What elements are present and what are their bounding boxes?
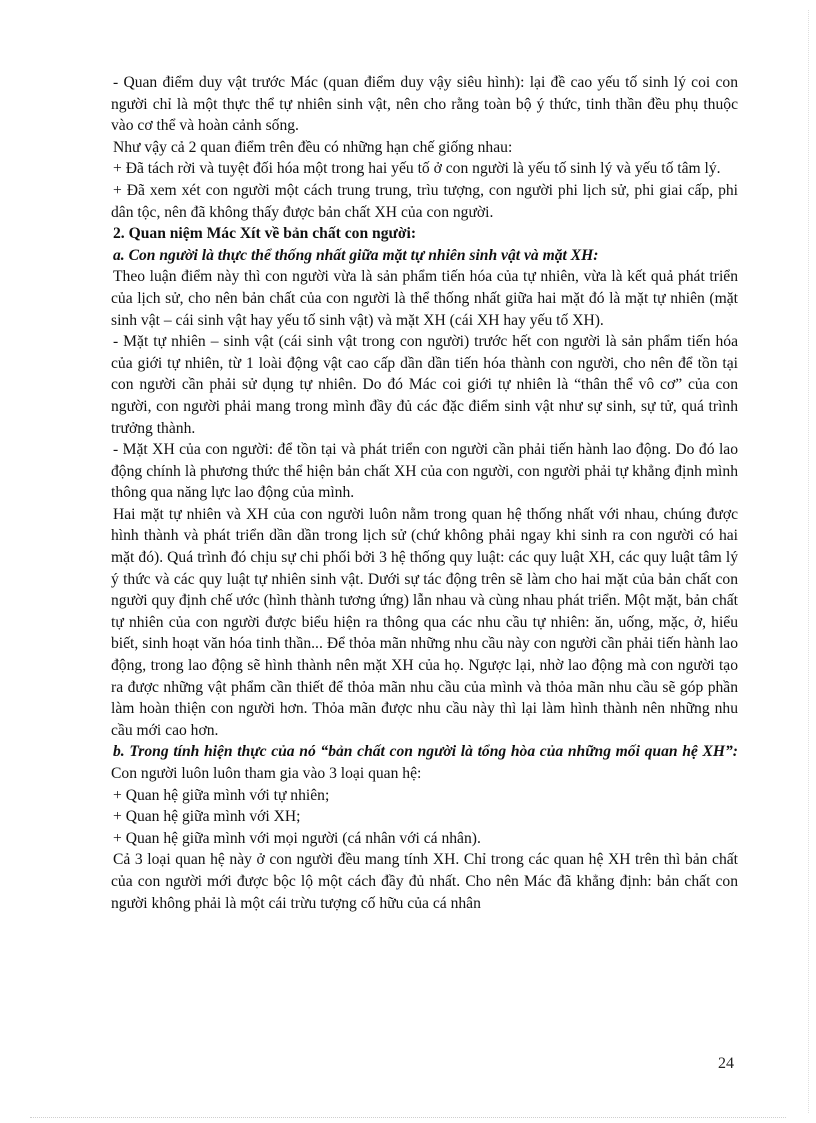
paragraph xyxy=(111,849,738,914)
emphasized-text: b. Trong tính hiện thực của nó “bản chất con người là tổng hòa của những mối quan hệ XH”: xyxy=(113,743,738,761)
page-bottom-border xyxy=(30,1117,786,1118)
paragraph xyxy=(111,439,738,504)
paragraph xyxy=(111,180,738,223)
text-run: Theo luận điểm này thì con người vừa là sản phẩm tiến hóa của tự nhiên, vừa là kết quả phát triển của lịch sử, cho nên bản chất của con người là thể thống nhất giữa hai mặt đó là mặt tự nhiên (mặt sinh vật – cái sinh vật hay yếu tố sinh vật) và mặt XH (cái XH hay yếu tố XH). xyxy=(111,268,738,329)
page-right-border xyxy=(808,10,809,1113)
page-number: 24 xyxy=(718,1055,734,1072)
text-run: Hai mặt tự nhiên và XH của con người luôn nằm trong quan hệ thống nhất với nhau, chúng được hình thành và phát triển dần dần trong lịch sử (chứ không phải ngay khi sinh ra con người có hai mặt đó). Quá trình đó chịu sự chi phối bởi 3 hệ thống quy luật: các quy luật XH, các quy luật tâm lý ý thức và các quy luật tự nhiên sinh vật. Dưới sự tác động trên sẽ làm cho hai mặt của bản chất con người quy định chế ước (hình thành tương ứng) lẫn nhau và cùng nhau phát triển. Một mặt, bản chất tự nhiên của con người được biểu hiện ra thông qua các nhu cầu tự nhiên: ăn, uống, mặc, ở, hiểu biết, sinh hoạt văn hóa tinh thần... Để thỏa mãn những nhu cầu này con người cần phải tiến hành lao động, trong lao động sẽ hình thành nên mặt XH của họ. Ngược lại, nhờ lao động mà con người tạo ra được những vật phẩm cần thiết để thỏa mãn nhu cầu của mình và thỏa mãn nhu cầu sẽ góp phần làm hoàn thiện con người hơn. Thỏa mãn được nhu cầu này thì lại làm hình thành nên những nhu cầu mới cao hơn. xyxy=(111,505,738,739)
text-run: Con người luôn luôn tham gia vào 3 loại quan hệ: xyxy=(111,765,422,782)
text-run: - Quan điểm duy vật trước Mác (quan điểm duy vậy siêu hình): lại đề cao yếu tố sinh lý coi con người chỉ là một thực thể tự nhiên sinh vật, nên cho rằng toàn bộ ý thức, tinh thần đều phụ thuộc vào cơ thể và hoàn cảnh sống. xyxy=(111,74,738,135)
emphasized-text: 2. Quan niệm Mác Xít về bản chất con người: xyxy=(113,225,417,243)
text-run: + Đã tách rời và tuyệt đối hóa một trong hai yếu tố ở con người là yếu tố sinh lý và yếu tố tâm lý. xyxy=(113,160,721,178)
text-run: + Quan hệ giữa mình với XH; xyxy=(113,808,301,826)
paragraph xyxy=(111,331,738,439)
paragraph xyxy=(111,785,738,807)
paragraph xyxy=(111,223,738,245)
text-run: + Đã xem xét con người một cách trung trung, trìu tượng, con người phi lịch sử, phi giai cấp, phi dân tộc, nên đã không thấy được bản chất XH của con người. xyxy=(111,181,738,221)
body-text xyxy=(111,72,738,914)
text-run: - Mặt tự nhiên – sinh vật (cái sinh vật trong con người) trước hết con người là sản phẩm tiến hóa của giới tự nhiên, từ 1 loài động vật cao cấp dần dần tiến hóa thành con người, cho nên để tồn tại con người cần phải sử dụng tự nhiên. Do đó Mác coi giới tự nhiên là “thân thể vô cơ” của con người, con người phải mang trong mình đầy đủ các đặc điểm sinh vật như sự sinh, sự tử, quá trình trưởng thành. xyxy=(111,333,738,437)
paragraph xyxy=(111,245,738,267)
paragraph xyxy=(111,741,738,784)
text-run: + Quan hệ giữa mình với mọi người (cá nhân với cá nhân). xyxy=(113,829,481,847)
paragraph xyxy=(111,828,738,850)
text-run: + Quan hệ giữa mình với tự nhiên; xyxy=(113,786,330,804)
text-run: Như vậy cả 2 quan điểm trên đều có những hạn chế giống nhau: xyxy=(113,138,513,156)
emphasized-text: a. Con người là thực thể thống nhất giữa mặt tự nhiên sinh vật và mặt XH: xyxy=(113,246,599,264)
paragraph xyxy=(111,806,738,828)
paragraph xyxy=(111,504,738,742)
text-run: Cả 3 loại quan hệ này ở con người đều mang tính XH. Chỉ trong các quan hệ XH trên thì bản chất của con người mới được bộc lộ một cách đầy đủ nhất. Cho nên Mác đã khẳng định: bản chất con người không phải là một cái trừu tượng cố hữu của cá nhân xyxy=(111,851,738,912)
paragraph xyxy=(111,266,738,331)
paragraph xyxy=(111,158,738,180)
paragraph xyxy=(111,137,738,159)
paragraph xyxy=(111,72,738,137)
text-run: - Mặt XH của con người: để tồn tại và phát triển con người cần phải tiến hành lao động. Do đó lao động chính là phương thức thể hiện bản chất XH của con người, con người phải tự khẳng định mình thông qua năng lực lao động của mình. xyxy=(111,441,738,502)
